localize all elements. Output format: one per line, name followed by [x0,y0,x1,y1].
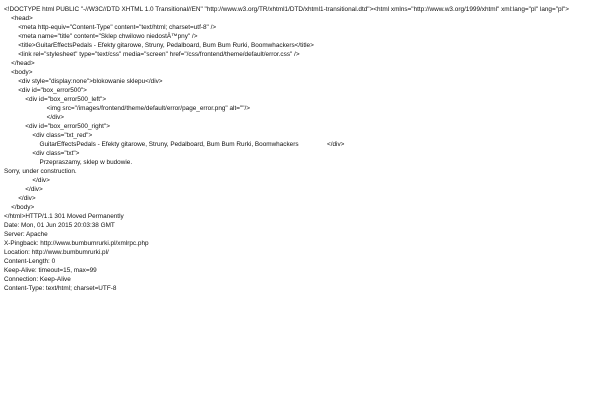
header-content-length-line: Content-Length: 0 [4,258,56,265]
title-line: <title>GuitarEffectsPedals - Efekty gitarowe, Struny, Pedalboard, Bum Bum Rurki, Boomwhackers</title> [4,42,314,49]
stylesheet-link-line: <link rel="stylesheet" type="text/css" media="screen" href="/css/frontend/theme/default/error.css" /> [4,51,300,58]
img-line: <img src="/images/frontend/theme/default/error/page_error.png" alt=""/> [4,105,251,112]
header-server-line: Server: Apache [4,231,48,238]
header-location-line: Location: http://www.bumbumrurki.pl/ [4,249,109,256]
txt-open-line: <div class="txt"> [4,150,80,157]
header-keep-alive-line: Keep-Alive: timeout=15, max=99 [4,267,97,274]
header-content-type-line: Content-Type: text/html; charset=UTF-8 [4,285,117,292]
box-error500-right-line: <div id="box_error500_right"> [4,123,110,130]
meta-title-line: <meta name="title" content="Sklep chwilowo niedostÄ™pny" /> [4,33,198,40]
header-connection-line: Connection: Keep-Alive [4,276,71,283]
doctype-line: <!DOCTYPE html PUBLIC "-//W3C//DTD XHTML 1.0 Transitional//EN" "http://www.w3.org/TR/xhtml1/DTD/xhtml1-transitional.dtd"><html xmlns="http://www.w3.org/1999/xhtml" xml:lang="pl" lang="pl"> [4,6,569,13]
head-open-line: <head> [4,15,33,22]
txt-red-content-line: GuitarEffectsPedals - Efekty gitarowe, Struny, Pedalboard, Bum Bum Rurki, Boomwhackers </div> [4,141,345,148]
header-pingback-line: X-Pingback: http://www.bumbumrurki.pl/xmlrpc.php [4,240,149,247]
hidden-div-line: <div style="display:none">blokowanie sklepu</div> [4,78,163,85]
div-close-line: </div> [4,114,65,121]
body-close-line: </body> [4,204,35,211]
div-close-line: </div> [4,195,36,202]
div-close-line: </div> [4,177,50,184]
header-date-line: Date: Mon, 01 Jun 2015 20:03:38 GMT [4,222,115,229]
box-error500-left-line: <div id="box_error500_left"> [4,96,107,103]
message-polish-line: Przepraszamy, sklep w budowie. [4,159,133,166]
txt-red-open-line: <div class="txt_red"> [4,132,93,139]
html-close-status-line: </html>HTTP/1.1 301 Moved Permanently [4,213,124,220]
box-error500-line: <div id="box_error500"> [4,87,87,94]
head-close-line: </head> [4,60,35,67]
meta-content-type-line: <meta http-equiv="Content-Type" content="text/html; charset=utf-8" /> [4,24,217,31]
body-open-line: <body> [4,69,33,76]
message-english-line: Sorry, under construction. [4,168,77,175]
div-close-line: </div> [4,186,43,193]
